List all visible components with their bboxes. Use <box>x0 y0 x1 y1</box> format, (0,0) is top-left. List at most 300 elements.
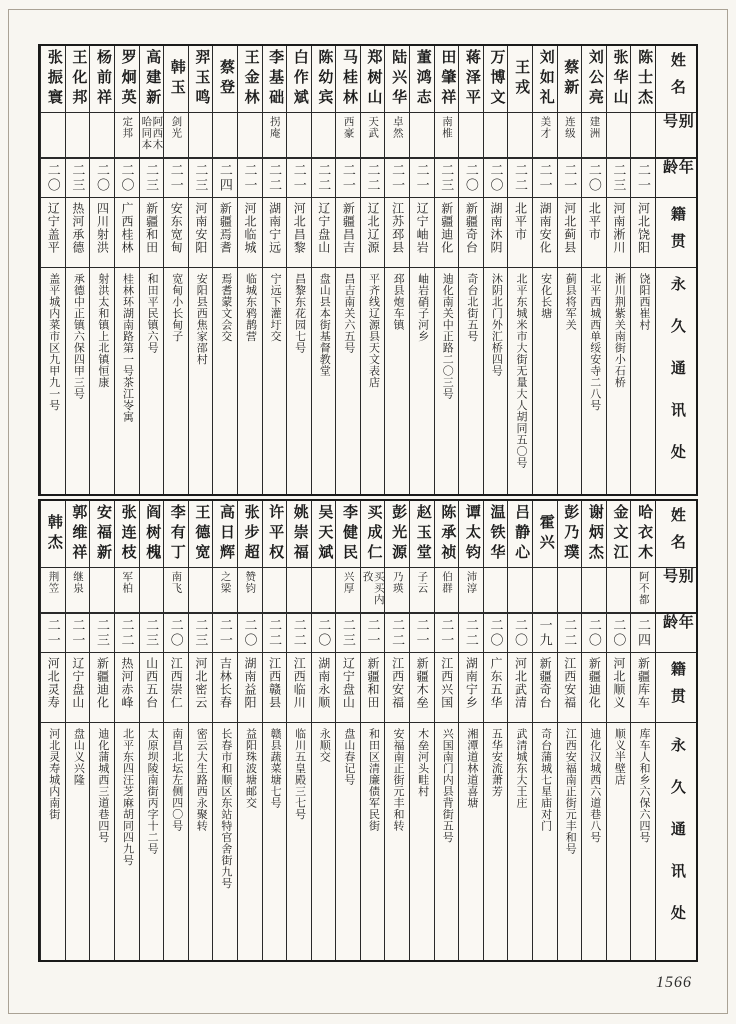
entry-age: 二二 <box>312 157 336 197</box>
entry-alias: 西豪 <box>336 112 360 157</box>
entry-column <box>89 46 114 494</box>
entry-age: 二三 <box>336 612 360 652</box>
entry-age: 二〇 <box>90 157 114 197</box>
entry-alias <box>631 112 655 157</box>
entry-address: 奇台蒲城七星庙对门 <box>533 722 557 960</box>
entry-column <box>188 501 213 960</box>
entry-age: 二一 <box>238 157 262 197</box>
entry-name: 买成仁 <box>365 504 382 564</box>
entry-age: 二一 <box>213 612 237 652</box>
header-alias-label: 别号 <box>656 112 696 157</box>
entry-age: 二二 <box>263 157 287 197</box>
entry-name: 李基础 <box>267 49 284 109</box>
entry-name: 温铁华 <box>488 504 505 564</box>
entry-name: 许平权 <box>267 504 284 564</box>
table-header-column <box>655 46 696 494</box>
entry-column <box>139 46 164 494</box>
entry-alias <box>410 112 434 157</box>
entry-age: 二一 <box>533 157 557 197</box>
entry-alias <box>582 567 606 612</box>
entry-age: 二一 <box>631 157 655 197</box>
entry-alias <box>189 567 213 612</box>
entry-name: 马桂林 <box>340 49 357 109</box>
entry-address: 库车人和乡六保六四号 <box>631 722 655 960</box>
entry-column <box>89 501 114 960</box>
entry-alias <box>312 567 336 612</box>
entry-native-place: 辽宁盖平 <box>41 197 65 267</box>
entry-address: 武清城东大王庄 <box>508 722 532 960</box>
entry-native-place: 新疆库车 <box>631 652 655 722</box>
entry-age: 二〇 <box>459 157 483 197</box>
entry-alias: 荆笠 <box>41 567 65 612</box>
entry-alias: 阿西木哈同本 <box>140 112 164 157</box>
entry-name: 王戎 <box>513 59 530 99</box>
entry-name: 王金林 <box>242 49 259 109</box>
entry-alias: 拐庵 <box>263 112 287 157</box>
entry-native-place: 江西赣县 <box>263 652 287 722</box>
entry-alias: 天武 <box>361 112 385 157</box>
entry-name: 张连枝 <box>119 504 136 564</box>
entry-age: 二三 <box>66 157 90 197</box>
entry-alias <box>484 567 508 612</box>
entry-address: 益阳珠波塘邮交 <box>238 722 262 960</box>
entry-native-place: 湖南沐阴 <box>484 197 508 267</box>
entry-age: 二一 <box>41 612 65 652</box>
entry-alias <box>140 567 164 612</box>
entry-native-place: 新疆奇台 <box>459 197 483 267</box>
entry-address: 饶阳西崔村 <box>631 267 655 494</box>
entry-alias: 沛淳 <box>459 567 483 612</box>
entry-native-place: 江苏邳县 <box>385 197 409 267</box>
entry-name: 安福新 <box>95 504 112 564</box>
entry-address: 兴国南门内县背街五号 <box>435 722 459 960</box>
entry-address: 北平西城西单绥安寺二八号 <box>582 267 606 494</box>
entry-column <box>188 46 213 494</box>
entry-column <box>360 46 385 494</box>
entry-column <box>532 501 557 960</box>
entry-alias: 剑光 <box>164 112 188 157</box>
entry-native-place: 新疆迪化 <box>90 652 114 722</box>
entry-name: 张步超 <box>242 504 259 564</box>
entry-name: 陈幼宾 <box>316 49 333 109</box>
entry-name: 高日辉 <box>217 504 234 564</box>
entry-address: 平齐线辽源县天文表店 <box>361 267 385 494</box>
entry-columns <box>40 46 655 494</box>
entry-alias: 定邦 <box>115 112 139 157</box>
entry-address: 邳县炮车镇 <box>385 267 409 494</box>
entry-native-place: 北平市 <box>582 197 606 267</box>
entry-name: 姚崇福 <box>291 504 308 564</box>
entry-column <box>606 46 631 494</box>
entry-alias: 兴厚 <box>336 567 360 612</box>
entry-age: 二〇 <box>41 157 65 197</box>
entry-name: 李健民 <box>340 504 357 564</box>
entry-name: 杨前祥 <box>95 49 112 109</box>
entry-alias <box>66 112 90 157</box>
entry-native-place: 辽宁盘山 <box>66 652 90 722</box>
entry-address: 密云大生路西永聚转 <box>189 722 213 960</box>
entry-name: 万博文 <box>488 49 505 109</box>
entry-native-place: 新疆焉耆 <box>213 197 237 267</box>
entry-native-place: 河南淅川 <box>607 197 631 267</box>
entry-alias: 美才 <box>533 112 557 157</box>
entry-alias <box>287 112 311 157</box>
entry-column <box>311 46 336 494</box>
entry-age: 二三 <box>140 157 164 197</box>
entry-column <box>114 501 139 960</box>
entry-age: 二三 <box>435 157 459 197</box>
entry-column <box>581 501 606 960</box>
entry-name: 蒋泽平 <box>463 49 480 109</box>
entry-address: 临川五皇殿三七号 <box>287 722 311 960</box>
entry-alias: 买买内孜 <box>361 567 385 612</box>
entry-alias <box>213 112 237 157</box>
entry-native-place: 辽宁盘山 <box>336 652 360 722</box>
entry-native-place: 江西安福 <box>385 652 409 722</box>
entry-address: 江西安福南正街元丰和号 <box>558 722 582 960</box>
entry-alias <box>90 112 114 157</box>
entry-alias: 伯群 <box>435 567 459 612</box>
register-table-bottom <box>38 499 698 962</box>
entry-address: 迪化蒲城西三道巷四号 <box>90 722 114 960</box>
entry-address: 太原坝陵南街丙字十二号 <box>140 722 164 960</box>
entry-name: 霍兴 <box>537 514 554 554</box>
entry-age: 二〇 <box>312 612 336 652</box>
header-native-label: 籍贯 <box>656 652 696 722</box>
entry-age: 二三 <box>189 612 213 652</box>
entry-alias <box>189 112 213 157</box>
entry-alias <box>312 112 336 157</box>
entry-native-place: 湖南永顺 <box>312 652 336 722</box>
entry-native-place: 新疆和田 <box>361 652 385 722</box>
entry-column <box>458 501 483 960</box>
entry-age: 二一 <box>66 612 90 652</box>
entry-native-place: 湖南宁远 <box>263 197 287 267</box>
entry-column <box>630 46 655 494</box>
entry-column <box>139 501 164 960</box>
entry-address: 盘山义兴隆 <box>66 722 90 960</box>
entry-name: 高建新 <box>144 49 161 109</box>
entry-column <box>458 46 483 494</box>
entry-column <box>65 501 90 960</box>
entry-alias <box>558 567 582 612</box>
entry-column <box>507 501 532 960</box>
entry-address: 焉耆蒙文会交 <box>213 267 237 494</box>
entry-age: 二〇 <box>582 612 606 652</box>
entry-name: 阎树槐 <box>144 504 161 564</box>
entry-name: 张华山 <box>611 49 628 109</box>
entry-name: 王化邦 <box>70 49 87 109</box>
entry-native-place: 河北饶阳 <box>631 197 655 267</box>
entry-name: 郭维祥 <box>70 504 87 564</box>
entry-age: 二一 <box>287 157 311 197</box>
entry-column <box>409 46 434 494</box>
entry-age: 二〇 <box>484 157 508 197</box>
entry-column <box>311 501 336 960</box>
entry-alias: 南飞 <box>164 567 188 612</box>
entry-alias <box>508 567 532 612</box>
page-number: 1566 <box>656 974 692 991</box>
entry-name: 哈衣木 <box>636 504 653 564</box>
header-native-label: 籍贯 <box>656 197 696 267</box>
entry-native-place: 辽宁岫岩 <box>410 197 434 267</box>
entry-native-place: 江西安福 <box>558 652 582 722</box>
entry-native-place: 湖南宁乡 <box>459 652 483 722</box>
entry-column <box>409 501 434 960</box>
entry-native-place: 新疆昌吉 <box>336 197 360 267</box>
entry-native-place: 安东宽甸 <box>164 197 188 267</box>
entry-native-place: 新疆木垒 <box>410 652 434 722</box>
entry-name: 李有丁 <box>168 504 185 564</box>
entry-address: 临城东鸦鹊营 <box>238 267 262 494</box>
entry-column <box>557 46 582 494</box>
entry-age: 二二 <box>115 612 139 652</box>
header-age-label: 年龄 <box>656 157 696 197</box>
entry-native-place: 新疆迪化 <box>582 652 606 722</box>
entry-name: 韩杰 <box>45 514 62 554</box>
entry-column <box>40 46 65 494</box>
entry-address: 安阳县西焦家邵村 <box>189 267 213 494</box>
entry-age: 二一 <box>410 612 434 652</box>
table-header-column <box>655 501 696 960</box>
entry-alias <box>287 567 311 612</box>
entry-age: 二〇 <box>238 612 262 652</box>
entry-column <box>384 46 409 494</box>
entry-age: 二一 <box>336 157 360 197</box>
entry-native-place: 河北武清 <box>508 652 532 722</box>
entry-alias <box>263 567 287 612</box>
entry-native-place: 河北顺义 <box>607 652 631 722</box>
entry-age: 二三 <box>140 612 164 652</box>
entry-name: 罗炯英 <box>119 49 136 109</box>
entry-address: 昌吉南关六五号 <box>336 267 360 494</box>
entry-native-place: 辽宁盘山 <box>312 197 336 267</box>
entry-alias <box>508 112 532 157</box>
entry-name: 陆兴华 <box>390 49 407 109</box>
entry-address: 沐阴北门外汇桥四号 <box>484 267 508 494</box>
entry-name: 吕静心 <box>513 504 530 564</box>
entry-age: 一九 <box>533 612 557 652</box>
entry-name: 王德宽 <box>193 504 210 564</box>
entry-alias: 乃瑛 <box>385 567 409 612</box>
entry-alias: 连级 <box>558 112 582 157</box>
entry-age: 二三 <box>189 157 213 197</box>
entry-address: 昌黎东花园七号 <box>287 267 311 494</box>
entry-column <box>360 501 385 960</box>
entry-alias: 子云 <box>410 567 434 612</box>
entry-column <box>237 501 262 960</box>
entry-address: 射洪太和镇上北镇恒康 <box>90 267 114 494</box>
entry-age: 二一 <box>385 157 409 197</box>
entry-column <box>212 501 237 960</box>
entry-name: 彭光源 <box>390 504 407 564</box>
entry-native-place: 广西桂林 <box>115 197 139 267</box>
entry-address: 迪化南关中正路二〇三号 <box>435 267 459 494</box>
entry-native-place: 新疆迪化 <box>435 197 459 267</box>
entry-alias: 卓然 <box>385 112 409 157</box>
entry-address: 赣县蔬菜塘七号 <box>263 722 287 960</box>
entry-column <box>581 46 606 494</box>
entry-native-place: 辽北辽源 <box>361 197 385 267</box>
entry-name: 韩玉 <box>168 59 185 99</box>
entry-age: 二一 <box>164 157 188 197</box>
entry-address: 承德中正镇六保四甲三号 <box>66 267 90 494</box>
entry-native-place: 湖南安化 <box>533 197 557 267</box>
entry-native-place: 河北临城 <box>238 197 262 267</box>
entry-native-place: 山西五台 <box>140 652 164 722</box>
entry-alias <box>459 112 483 157</box>
entry-address: 和田区清廉债军民街 <box>361 722 385 960</box>
entry-native-place: 江西兴国 <box>435 652 459 722</box>
entry-column <box>262 501 287 960</box>
entry-native-place: 河北昌黎 <box>287 197 311 267</box>
entry-alias: 继泉 <box>66 567 90 612</box>
entry-native-place: 江西临川 <box>287 652 311 722</box>
entry-alias: 军柏 <box>115 567 139 612</box>
entry-name: 赵玉堂 <box>414 504 431 564</box>
entry-alias: 建洲 <box>582 112 606 157</box>
entry-alias: 南椎 <box>435 112 459 157</box>
entry-age: 二〇 <box>164 612 188 652</box>
entry-alias <box>533 567 557 612</box>
entry-age: 二一 <box>410 157 434 197</box>
entry-age: 二〇 <box>582 157 606 197</box>
entry-name: 蔡登 <box>217 59 234 99</box>
entry-native-place: 广东五华 <box>484 652 508 722</box>
entry-column <box>40 501 65 960</box>
entry-address: 盘山县本街基督教堂 <box>312 267 336 494</box>
entry-name: 陈承祯 <box>439 504 456 564</box>
entry-age: 二四 <box>213 157 237 197</box>
entry-name: 羿玉鸣 <box>193 49 210 109</box>
entry-address: 永顺交 <box>312 722 336 960</box>
entry-address: 和田平民镇六号 <box>140 267 164 494</box>
entry-age: 二二 <box>385 612 409 652</box>
entry-name: 刘如礼 <box>537 49 554 109</box>
entry-address: 北平东城米市大街无量大人胡同五〇号 <box>508 267 532 494</box>
entry-age: 二二 <box>263 612 287 652</box>
entry-address: 奇台北街五号 <box>459 267 483 494</box>
entry-address: 湘潭道林道喜塘 <box>459 722 483 960</box>
entry-column <box>630 501 655 960</box>
entry-name: 金文江 <box>611 504 628 564</box>
entry-name: 陈士杰 <box>636 49 653 109</box>
entry-column <box>286 501 311 960</box>
entry-name: 谭太钧 <box>463 504 480 564</box>
header-alias-label: 别号 <box>656 567 696 612</box>
entry-age: 二二 <box>558 612 582 652</box>
entry-address: 南昌北坛左侧四〇号 <box>164 722 188 960</box>
entry-address: 北平东四汪芝麻胡同四九号 <box>115 722 139 960</box>
entry-native-place: 热河赤峰 <box>115 652 139 722</box>
entry-name: 张振寰 <box>45 49 62 109</box>
entry-age: 二一 <box>435 612 459 652</box>
entry-column <box>65 46 90 494</box>
entry-alias <box>238 112 262 157</box>
entry-column <box>434 46 459 494</box>
entry-name: 蔡新 <box>562 59 579 99</box>
entry-name: 彭乃璞 <box>562 504 579 564</box>
entry-name: 董鸿志 <box>414 49 431 109</box>
entry-name: 田肇祥 <box>439 49 456 109</box>
entry-address: 河北灵寿城内南街 <box>41 722 65 960</box>
register-table-top <box>38 44 698 496</box>
entry-column <box>384 501 409 960</box>
entry-age: 二〇 <box>508 612 532 652</box>
entry-native-place: 河北蓟县 <box>558 197 582 267</box>
entry-alias <box>41 112 65 157</box>
entry-column <box>606 501 631 960</box>
entry-address: 桂林环湖南路第一号茶江岺寓 <box>115 267 139 494</box>
entry-address: 安福南正街元丰和转 <box>385 722 409 960</box>
entry-native-place: 河南安阳 <box>189 197 213 267</box>
entry-address: 长春市和顺区东站特官舍街九号 <box>213 722 237 960</box>
header-name-label: 姓名 <box>668 507 685 561</box>
entry-native-place: 四川射洪 <box>90 197 114 267</box>
entry-column <box>483 501 508 960</box>
entry-age: 二二 <box>508 157 532 197</box>
entry-native-place: 湖南益阳 <box>238 652 262 722</box>
entry-native-place: 河北密云 <box>189 652 213 722</box>
entry-name: 白作斌 <box>291 49 308 109</box>
entry-age: 二一 <box>558 157 582 197</box>
entry-column <box>286 46 311 494</box>
entry-native-place: 北平市 <box>508 197 532 267</box>
entry-column <box>507 46 532 494</box>
header-age-label: 年龄 <box>656 612 696 652</box>
entry-age: 二一 <box>361 612 385 652</box>
entry-native-place: 吉林长春 <box>213 652 237 722</box>
entry-native-place: 新疆奇台 <box>533 652 557 722</box>
entry-native-place: 新疆和田 <box>140 197 164 267</box>
entry-columns <box>40 501 655 960</box>
entry-column <box>212 46 237 494</box>
entry-address: 盖平城内菜市区九甲九一号 <box>41 267 65 494</box>
header-name-label: 姓名 <box>668 52 685 106</box>
entry-column <box>532 46 557 494</box>
entry-column <box>483 46 508 494</box>
entry-alias: 之梁 <box>213 567 237 612</box>
entry-alias <box>90 567 114 612</box>
entry-address: 宁远下灌圩交 <box>263 267 287 494</box>
entry-alias: 赞钧 <box>238 567 262 612</box>
entry-column <box>262 46 287 494</box>
entry-name: 谢炳杰 <box>586 504 603 564</box>
entry-column <box>163 46 188 494</box>
entry-address: 淅川荆紫关南街小石桥 <box>607 267 631 494</box>
entry-name: 郑树山 <box>365 49 382 109</box>
entry-address: 岫岩硝子河乡 <box>410 267 434 494</box>
entry-age: 二〇 <box>115 157 139 197</box>
entry-address: 顺义半壁店 <box>607 722 631 960</box>
entry-age: 二二 <box>459 612 483 652</box>
entry-name: 刘公亮 <box>586 49 603 109</box>
entry-address: 宽甸小长甸子 <box>164 267 188 494</box>
entry-address: 安化长塘 <box>533 267 557 494</box>
entry-address: 盘山春记号 <box>336 722 360 960</box>
entry-address: 五华安流萧芳 <box>484 722 508 960</box>
entry-age: 二三 <box>607 157 631 197</box>
entry-age: 二四 <box>631 612 655 652</box>
entry-address: 蓟县将军关 <box>558 267 582 494</box>
entry-alias <box>607 567 631 612</box>
entry-age: 二〇 <box>484 612 508 652</box>
header-address-label: 永久通讯处 <box>656 267 696 494</box>
entry-native-place: 河北灵寿 <box>41 652 65 722</box>
entry-native-place: 江西崇仁 <box>164 652 188 722</box>
entry-alias: 阿不都 <box>631 567 655 612</box>
entry-column <box>163 501 188 960</box>
